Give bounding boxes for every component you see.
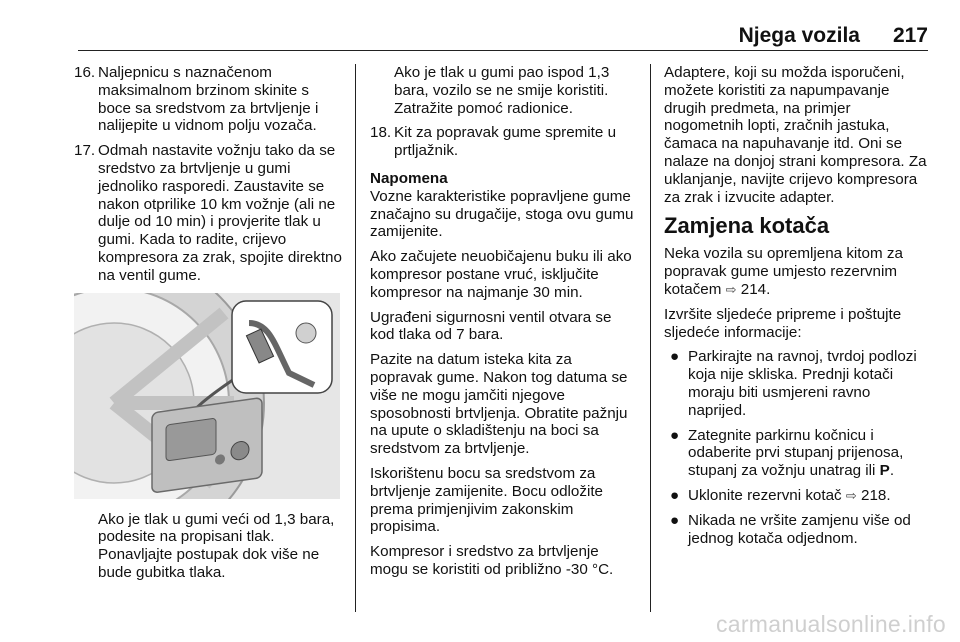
note-paragraph: Pazite na datum isteka kita za popravak gume. Nakon tog datuma se više ne mogu jamčiti njegove sposobnosti brtvljenja. Obratite pažnju na upute o skladištenju na boci sa sredstvom za brtvljenje. <box>370 351 628 458</box>
step-16: 16. Naljepnicu s naznačenom maksimalnom brzinom skinite s boce sa sredstvom za brtvljenje i nalijepite u vidnom polju vozača. <box>74 64 319 135</box>
adapter-info: Adaptere, koji su možda isporučeni, možete koristiti za napumpavanje drugih predmeta, na primjer nogometnih lopti, zračnih jastuka, čamaca na napuhavanje itd. Oni se nalaze na donjoj strani kompresora. Za uklanjanje, navijte crijevo kompresora za zrak i izvucite adapter. <box>664 64 927 206</box>
list-item: ● Parkirajte na ravnoj, tvrdoj podlozi koja nije skliska. Prednji kotači moraju biti usmjereni ravno naprijed. <box>664 348 932 419</box>
column-divider-1 <box>355 64 356 612</box>
page-number: 217 <box>892 24 928 47</box>
note-paragraph: Kompresor i sredstvo za brtvljenje mogu se koristiti od približno -30 °C. <box>370 543 614 578</box>
list-item: ● Zategnite parkirnu kočnicu i odaberite prvi stupanj prijenosa, stupanj za vožnju unatrag ili P. <box>664 427 932 480</box>
page-header <box>78 18 928 48</box>
compressor-valve-illustration <box>74 293 340 499</box>
column-3 <box>664 64 932 554</box>
bullet-icon: ● <box>670 511 680 529</box>
page-reference-icon: ⇨ <box>725 281 737 297</box>
page-reference[interactable]: 214. <box>740 280 771 298</box>
chapter-title: Njega vozila <box>738 24 860 47</box>
low-pressure-warning: Ako je tlak u gumi pao ispod 1,3 bara, vozilo se ne smije koristiti. Zatražite pomoć radionice. <box>394 64 610 117</box>
preparation-intro: Izvršite sljedeće pripreme i poštujte sljedeće informacije: <box>664 305 902 341</box>
list-item: ● Uklonite rezervni kotač ⇨ 218. <box>664 487 932 505</box>
note-paragraph: Ugrađeni sigurnosni ventil otvara se kod tlaka od 7 bara. <box>370 308 612 344</box>
note-title: Napomena <box>370 169 448 187</box>
column-1 <box>74 64 342 589</box>
spare-wheel-info: Neka vozila su opremljena kitom za popravak gume umjesto rezervnim kotačem ⇨ 214. <box>664 245 903 298</box>
bullet-icon: ● <box>670 348 680 366</box>
tire-compressor-image <box>74 293 340 499</box>
note-paragraph: Ako začujete neuobičajenu buku ili ako kompresor postane vruć, isključite kompresor na najmanje 30 min. <box>370 248 632 301</box>
bullet-icon: ● <box>670 486 680 504</box>
pressure-instruction: Ako je tlak u gumi veći od 1,3 bara, podesite na propisani tlak. Ponavljajte postupak dok više ne bude gubitka tlaka. <box>98 510 335 581</box>
step-17: 17. Odmah nastavite vožnju tako da se sredstvo za brtvljenje u gumi jednoliko rasporedi. Zaustavite se nakon otprilike 10 km vožnje (ali ne dulje od 10 min) i provjerite tlak u gumi. Kada to radite, crijevo kompresora za zrak, spojite direktno na ventil gume. <box>74 142 342 284</box>
column-divider-2 <box>650 64 651 612</box>
header-rule <box>78 50 928 51</box>
column-2 <box>370 64 636 586</box>
bullet-icon: ● <box>670 426 680 444</box>
page-reference[interactable]: 218. <box>861 486 891 504</box>
list-item: ● Nikada ne vršite zamjenu više od jednog kotača odjednom. <box>664 512 932 548</box>
note-block <box>370 170 636 579</box>
note-paragraph: Vozne karakteristike popravljene gume značajno su drugačije, stoga ovu gumu zamijenite. <box>370 187 634 241</box>
watermark: carmanualsonline.info <box>715 611 946 637</box>
section-heading: Zamjena kotača <box>664 213 830 239</box>
step-18: 18. Kit za popravak gume spremite u prtljažnik. <box>370 124 617 160</box>
note-paragraph: Iskorištenu bocu sa sredstvom za brtvljenje zamijenite. Bocu odložite prema primjenjivim zakonskim propisima. <box>370 464 603 536</box>
page-reference-icon: ⇨ <box>845 487 857 503</box>
